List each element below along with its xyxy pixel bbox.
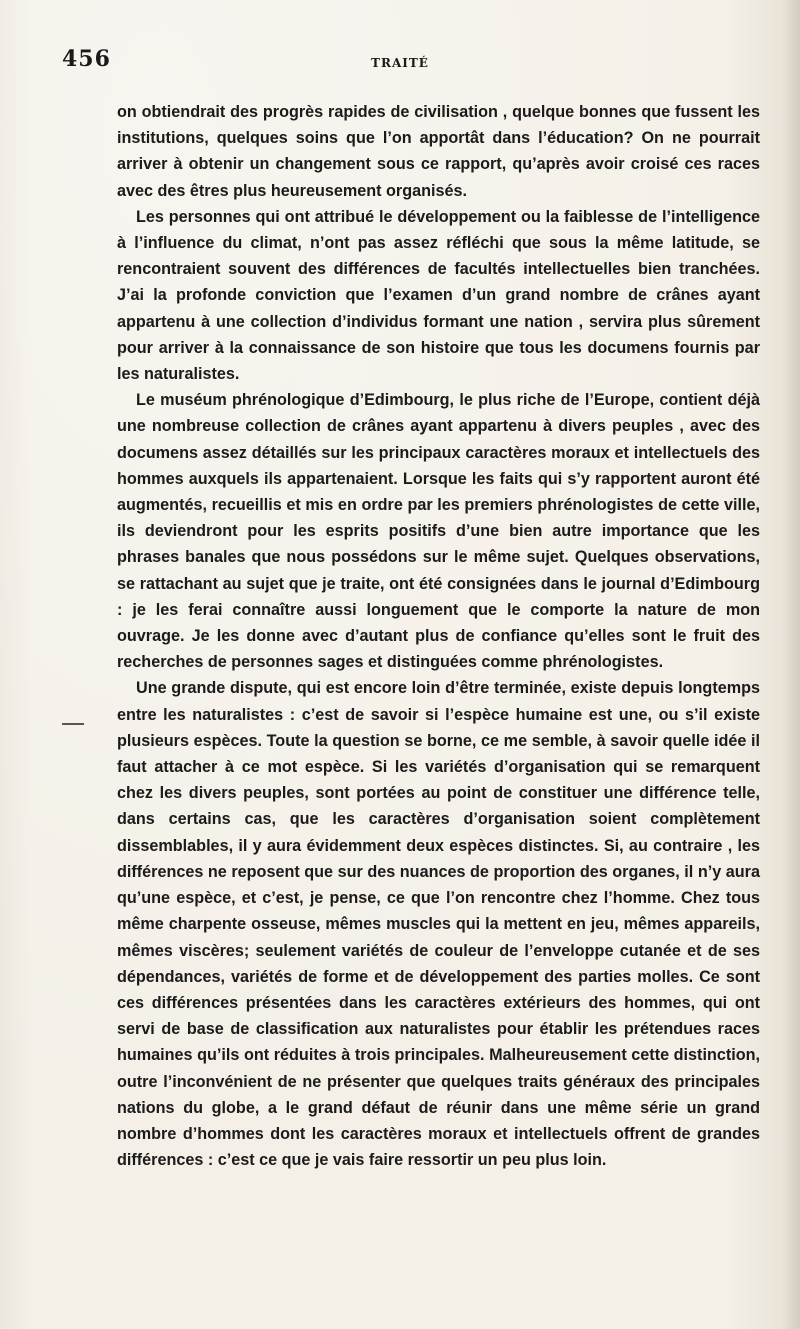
paragraph-4: Une grande dispute, qui est encore loin d’être terminée, existe depuis longtemps entre les naturalistes : c’est de savoir si l’espèce humaine est une, ou s’il existe plusieurs espèces. Toute la question se borne, ce me semble, à savoir quelle idée il faut attacher à ce mot espèce. Si les variétés d’organisation qui se remarquent chez les divers peuples, sont portées au point de constituer une différence telle, dans certains cas, que les caractères d’organisation soient complètement dissemblables, il y aura évidemment deux espèces distinctes. Si, au contraire , les différences ne reposent que sur des nuances de proportion des organes, il n’y aura qu’une espèce, et c’est, je pense, ce que l’on rencontre chez l’homme. Chez tous même charpente osseuse, mêmes muscles qui la mettent en jeu, mêmes appareils, mêmes viscères; seulement variétés de couleur de l’enveloppe cutanée et de ses dépendances, variétés de forme et de développement des parties molles. Ce sont ces différences présentées dans les caractères extérieurs des hommes, qui ont servi de base de classification aux naturalistes pour établir les prétendues races humaines qu’ils ont réduites à trois principales. Malheureusement cette distinction, outre l’inconvénient de ne présenter que quelques traits généraux des principales nations du globe, a le grand défaut de réunir dans une même série un grand nombre d’hommes dont les caractères moraux et intellectuels offrent de grandes différences : c’est ce que je vais faire ressortir un peu plus loin. [117, 679, 760, 1170]
body-text [117, 99, 760, 1173]
page-edge-shadow [782, 0, 800, 1329]
paragraph-2: Les personnes qui ont attribué le développement ou la faiblesse de l’intelligence à l’influence du climat, n’ont pas assez réfléchi que sous la même latitude, se rencontraient souvent des différences de facultés intellectuelles bien tranchées. J’ai la profonde conviction que l’examen d’un grand nombre de crânes ayant appartenu à une collection d’individus formant une nation , servira plus sûrement pour arriver à la connaissance de son histoire que tous les documens fournis par les naturalistes. [117, 207, 760, 384]
paragraph-3: Le muséum phrénologique d’Edimbourg, le plus riche de l’Europe, contient déjà une nombreuse collection de crânes ayant appartenu à divers peuples , avec des documens assez détaillés sur les principaux caractères moraux et intellectuels des hommes auxquels ils appartenaient. Lorsque les faits qui s’y rapportent auront été augmentés, recueillis et mis en ordre par les premiers phrénologistes de cette ville, ils deviendront pour les esprits positifs d’une bien autre importance que les phrases banales que nous possédons sur le même sujet. Quelques observations, se rattachant au sujet que je traite, ont été consignées dans le journal d’Edimbourg : je les ferai connaître aussi longuement que le comporte la nature de mon ouvrage. Je les donne avec d’autant plus de confiance qu’elles sont le fruit des recherches de personnes sages et distinguées comme phrénologistes. [117, 391, 760, 672]
page-number: 456 [62, 46, 111, 72]
margin-mark [62, 723, 84, 725]
paragraph-1: on obtiendrait des progrès rapides de civilisation , quelque bonnes que fussent les institutions, quelques soins que l’on apportât dans l’éducation? On ne pourrait arriver à obtenir un changement sous ce rapport, qu’après avoir croisé ces races avec des êtres plus heureusement organisés. [117, 103, 760, 200]
page-header [0, 46, 800, 86]
running-head: TRAITÉ [371, 56, 429, 70]
